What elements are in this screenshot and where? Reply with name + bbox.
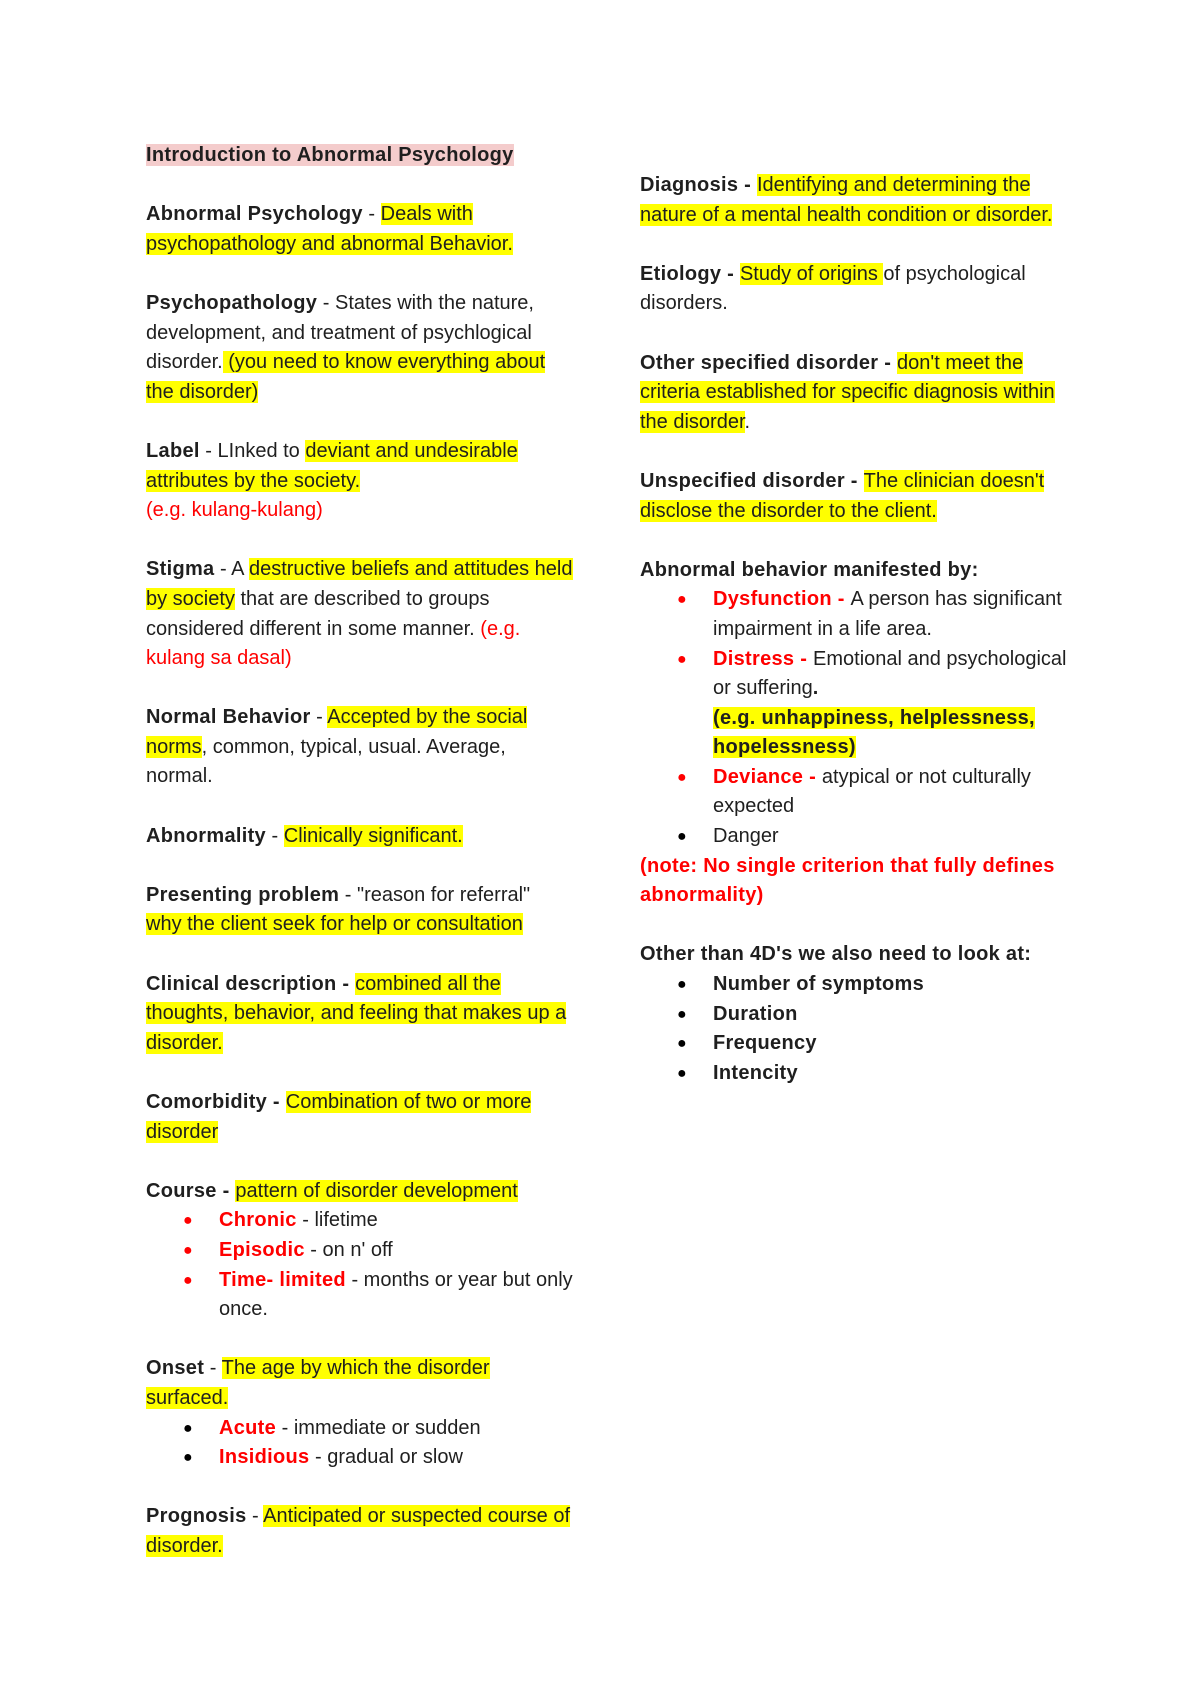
term: Diagnosis - <box>640 174 757 196</box>
list-item <box>677 1000 1080 1030</box>
term: Psychopathology <box>146 291 318 314</box>
term: Unspecified disorder - <box>640 469 864 492</box>
item-desc: - on n' off <box>304 1238 393 1261</box>
example: (e.g. kulang-kulang) <box>146 499 323 522</box>
term: Abnormality <box>146 824 266 847</box>
bullet-icon: ● <box>677 650 687 668</box>
item-name: Distress - <box>713 647 814 670</box>
definition-highlight: Clinically significant. <box>283 824 463 847</box>
entry-label <box>146 437 576 526</box>
list-item <box>183 1236 576 1266</box>
entry-other-specified <box>640 349 1080 438</box>
separator: - <box>265 824 284 847</box>
definition: - LInked to <box>199 439 306 462</box>
definition-highlight: deviant and undesirable attributes by the society. <box>146 439 518 492</box>
entry-comorbidity <box>146 1088 576 1147</box>
definition-rest: . <box>744 410 751 433</box>
entry-psychopathology <box>146 289 576 407</box>
other-than-list <box>640 970 1080 1088</box>
definition-note: (you need to know everything about the disorder) <box>146 351 546 403</box>
bullet-icon: ● <box>677 1005 687 1023</box>
definition-highlight: Anticipated or suspected course of disorder. <box>146 1505 571 1557</box>
bullet-icon: ● <box>183 1241 193 1259</box>
list-item <box>183 1266 576 1325</box>
heading: Abnormal behavior manifested by: <box>640 558 979 581</box>
definition-highlight: Study of origins <box>739 262 884 285</box>
separator: - <box>246 1505 264 1528</box>
entry-unspecified <box>640 467 1080 526</box>
definition: - "reason for referral" <box>339 883 531 906</box>
item-desc: - lifetime <box>296 1209 378 1232</box>
term: Comorbidity - <box>146 1091 286 1113</box>
item-desc: atypical or not culturally expected <box>713 765 1031 818</box>
document-title <box>146 141 576 171</box>
entry-etiology <box>640 260 1080 319</box>
entry-prognosis <box>146 1502 576 1561</box>
definition-highlight: combined all the thoughts, behavior, and feeling that makes up a disorder. <box>146 972 567 1054</box>
definition-highlight: destructive beliefs and attitudes held by society <box>146 558 573 610</box>
item-desc: - months or year but only once. <box>219 1268 573 1321</box>
list-item <box>677 1029 1080 1059</box>
entry-onset <box>146 1354 576 1472</box>
term: Label <box>146 439 200 462</box>
item-desc: Emotional and psychological or suffering <box>713 647 1067 700</box>
bullet-icon: ● <box>677 768 687 786</box>
definition-highlight: The age by which the disorder surfaced. <box>146 1357 490 1409</box>
separator: - <box>362 203 381 226</box>
item-name: Chronic <box>219 1209 297 1232</box>
bullet-icon: ● <box>677 1064 687 1082</box>
term: Normal Behavior <box>146 706 311 729</box>
item-name: Frequency <box>713 1032 817 1055</box>
definition: Deals with psychopathology and abnormal Behavior. <box>146 203 513 255</box>
bullet-icon: ● <box>677 828 687 846</box>
bullet-icon: ● <box>183 1449 193 1467</box>
list-item <box>677 763 1080 822</box>
list-item <box>677 585 1080 644</box>
left-column <box>146 141 576 1591</box>
term: Stigma <box>146 558 215 581</box>
item-name: Deviance - <box>713 765 822 788</box>
bullet-icon: ● <box>677 1035 687 1053</box>
entry-diagnosis <box>640 171 1080 230</box>
bullet-icon: ● <box>677 976 687 994</box>
term: Clinical description - <box>146 972 356 995</box>
item-name: Danger <box>713 825 779 848</box>
list-item <box>677 1059 1080 1089</box>
example: (e.g. kulang sa dasal) <box>146 617 521 670</box>
term: Other specified disorder - <box>640 351 898 374</box>
item-name: Number of symptoms <box>713 973 924 996</box>
definition-highlight: why the client seek for help or consultation <box>146 913 523 936</box>
item-name: Dysfunction - <box>713 588 851 611</box>
right-column <box>640 171 1080 1118</box>
note: (note: No single criterion that fully defines abnormality) <box>640 854 1055 907</box>
bullet-icon: ● <box>183 1419 193 1437</box>
item-name: Insidious <box>219 1446 310 1469</box>
item-name: Acute <box>219 1416 277 1439</box>
heading: Other than 4D's we also need to look at: <box>640 943 1032 966</box>
definition-highlight: Accepted by the social norms <box>146 706 528 758</box>
entry-abnormal-psychology <box>146 200 576 259</box>
entry-manifested <box>640 556 1080 911</box>
course-list <box>146 1206 576 1324</box>
list-item <box>183 1443 576 1473</box>
item-desc: - gradual or slow <box>309 1446 463 1469</box>
entry-course <box>146 1177 576 1325</box>
item-desc: - immediate or sudden <box>276 1416 481 1439</box>
definition-rest: of psychological disorders. <box>640 262 1026 315</box>
definition-highlight: The clinician doesn't disclose the disorder to the client. <box>640 469 1045 522</box>
onset-list <box>146 1414 576 1473</box>
item-dot: . <box>812 677 819 700</box>
bullet-icon: ● <box>183 1271 193 1289</box>
term: Abnormal Psychology <box>146 203 363 226</box>
list-item <box>677 970 1080 1000</box>
term: Course - <box>146 1179 236 1202</box>
title-text: Introduction to Abnormal Psychology <box>146 144 514 166</box>
definition: - States with the nature, development, and treatment of psychlogical disorder. <box>146 291 534 374</box>
definition-highlight: don't meet the criteria established for specific diagnosis within the disorder <box>640 351 1055 433</box>
item-name: Intencity <box>713 1061 798 1084</box>
definition: - A <box>214 558 249 581</box>
manifested-list <box>640 585 1080 851</box>
term: Onset <box>146 1357 205 1380</box>
entry-abnormality <box>146 822 576 852</box>
item-desc: A person has significant impairment in a life area. <box>713 588 1062 640</box>
entry-clinical-description <box>146 970 576 1059</box>
item-name: Time- limited <box>219 1268 346 1291</box>
list-item <box>677 645 1080 763</box>
item-name: Episodic <box>219 1238 305 1261</box>
bullet-icon: ● <box>677 591 687 609</box>
term: Prognosis <box>146 1505 247 1528</box>
definition-highlight: Identifying and determining the nature of a mental health condition or disorder. <box>640 174 1053 226</box>
entry-other-than <box>640 940 1080 1088</box>
list-item <box>183 1206 576 1236</box>
definition-highlight: pattern of disorder development <box>235 1179 518 1202</box>
term: Presenting problem <box>146 883 340 906</box>
entry-stigma <box>146 555 576 673</box>
separator: - <box>204 1357 222 1380</box>
list-item <box>677 822 1080 852</box>
bullet-icon: ● <box>183 1212 193 1230</box>
term: Etiology - <box>640 262 740 285</box>
separator: - <box>310 706 328 729</box>
entry-presenting-problem <box>146 881 576 940</box>
definition-highlight: Combination of two or more disorder <box>146 1091 532 1143</box>
definition-rest: that are described to groups considered different in some manner. <box>146 587 490 640</box>
entry-normal-behavior <box>146 703 576 792</box>
item-example: (e.g. unhappiness, helplessness, hopelessness) <box>713 706 1035 759</box>
item-name: Duration <box>713 1002 798 1025</box>
definition-rest: , common, typical, usual. Average, normal. <box>146 735 506 788</box>
list-item <box>183 1414 576 1444</box>
